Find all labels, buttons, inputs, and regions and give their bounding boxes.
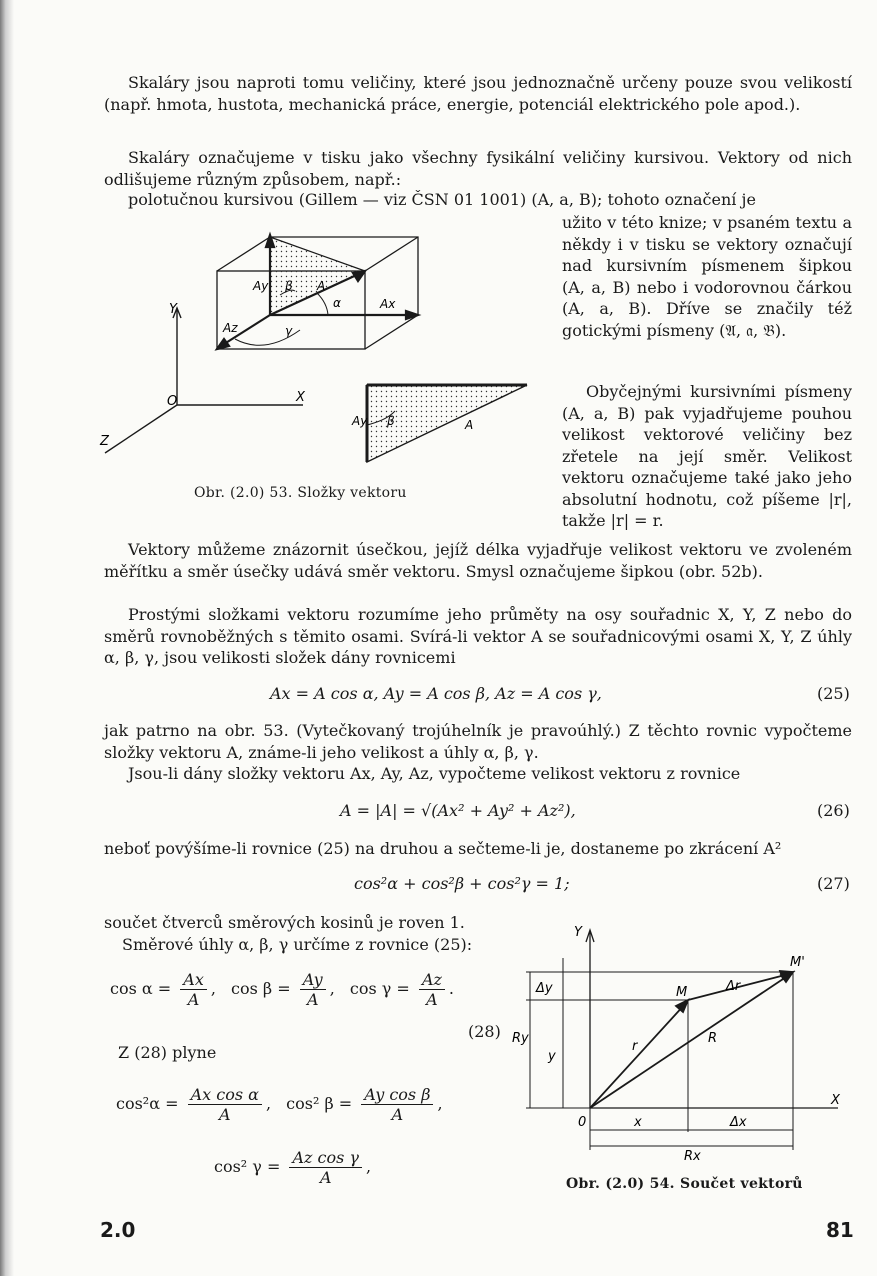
fig54-label-m2: M': [790, 955, 805, 970]
equation-27: cos²α + cos²β + cos²γ = 1;: [354, 874, 570, 893]
figure-53-caption: Obr. (2.0) 53. Složky vektoru: [194, 485, 407, 501]
eq28-num-ay: Ay: [300, 970, 326, 990]
figure-54-caption: Obr. (2.0) 54. Součet vektorů: [566, 1176, 803, 1192]
fig54-label-y: Y: [574, 925, 582, 940]
eq29-cos-gamma-label: cos² γ =: [214, 1157, 281, 1176]
paragraph-notation: Skaláry označujeme v tisku jako všechny fysikální veličiny kursivou. Vektory od nich odlišujeme různým způsobem, např.:: [104, 148, 852, 189]
right-column-text-2: Obyčejnými kursivními písmeny (A, a, B) pak vyjadřujeme pouhou velikost vektorové veličiny bez zřetele na její směr. Velikost vektoru označujeme také jako jeho absolutní hodnotu, což píšeme |r|, takže |r| = r.: [562, 382, 852, 530]
eq28-cos-alpha-label: cos α =: [110, 979, 172, 998]
fig53-detail-ay: Ay: [352, 414, 368, 428]
paragraph-z28: Z (28) plyne: [118, 1043, 217, 1062]
eq28-num-az: Az: [419, 970, 445, 990]
equation-26-number: (26): [817, 801, 850, 820]
paragraph-obr53: jak patrno na obr. 53. (Vytečkovaný trojúhelník je pravoúhlý.) Z těchto rovnic vypočteme složky vektoru A, známe-li jeho velikost a úhly α, β, γ.: [104, 721, 852, 762]
fig54-label-m: M: [676, 985, 688, 1000]
fig54-label-o: 0: [578, 1115, 587, 1130]
paragraph-bold-italic: polotučnou kursivou (Gillem — viz ČSN 01 1001) (A, a, B); tohoto označení je: [128, 190, 756, 209]
fig53-label-ay: Ay: [253, 279, 269, 293]
equation-27-number: (27): [817, 874, 850, 893]
paragraph-direction-angles: Směrové úhly α, β, γ určíme z rovnice (25):: [122, 935, 473, 954]
fig54-label-R: R: [708, 1031, 718, 1046]
eq28-num-ax: Ax: [180, 970, 207, 990]
eq29-den-3: A: [319, 1168, 332, 1187]
fig53-label-z: Z: [100, 434, 109, 449]
paragraph-given-components: Jsou-li dány složky vektoru Ax, Ay, Az, vypočteme velikost vektoru z rovnice: [128, 764, 741, 783]
fig54-label-yl: y: [548, 1049, 556, 1064]
fig53-label-ax: Ax: [380, 297, 396, 311]
eq29-num-3: Az cos γ: [289, 1148, 362, 1168]
paragraph-representation: Vektory můžeme znázornit úsečkou, jejíž délka vyjadřuje velikost vektoru ve zvoleném měřítku a směr úsečky udává směr vektoru. Smysl označujeme šipkou (obr. 52b).: [104, 540, 852, 581]
fig54-label-dy: Δy: [536, 981, 553, 996]
fig54-label-dx: Δx: [730, 1115, 747, 1130]
axes: [105, 308, 303, 453]
equation-29b: cos² γ = $\frac{\text{Az cos γ}}{A}$ ,: [214, 1148, 372, 1187]
equation-26: A = |A| = √(Ax² + Ay² + Az²),: [340, 801, 576, 820]
fig54-vectors: [590, 971, 793, 1108]
equation-28-number: (28): [468, 1022, 501, 1041]
fig54-label-r: r: [632, 1039, 638, 1054]
figure-54-vector-sum: [508, 920, 853, 1168]
fig53-label-az: Az: [223, 321, 238, 335]
footer-section-number: 2.0: [100, 1218, 136, 1242]
paragraph-scalars: Skaláry jsou naproti tomu veličiny, které jsou jednoznačně určeny pouze svou velikostí (např. hmota, hustota, mechanická práce, energie, potenciál elektrického pole apod.).: [104, 73, 852, 114]
eq29-cos-beta-label: cos² β =: [286, 1094, 353, 1113]
fig53-label-a: A: [317, 279, 326, 293]
eq28-cos-beta-label: cos β =: [231, 979, 291, 998]
right-column-text-1: užito v této knize; v psaném textu a někdy i v tisku se vektory označují nad kursivním písmenem šipkou (A, a, B) nebo i vodorovnou čárkou (A, a, B). Dříve se značily též gotickými písmeny (𝔄, 𝔞, 𝔅).: [562, 213, 852, 340]
page-number: 81: [826, 1218, 854, 1242]
eq28-cos-gamma-label: cos γ =: [349, 979, 410, 998]
eq29-num-2: Ay cos β: [361, 1085, 433, 1105]
fig53-label-alpha: α: [333, 296, 341, 310]
eq28-den-2: A: [306, 990, 319, 1009]
fig53-detail-beta: β: [387, 414, 395, 428]
fig54-label-dr: Δr: [726, 979, 741, 994]
fig54-label-ry: Ry: [512, 1031, 529, 1046]
eq29-den-2: A: [391, 1105, 404, 1124]
paragraph-direction-cosines: součet čtverců směrových kosinů je roven 1.: [104, 913, 465, 932]
fig54-label-x: X: [831, 1093, 840, 1108]
equation-29a: cos²α = $\frac{\text{Ax cos α}}{A}$ , cos² β = $\frac{\text{Ay cos β}}{A}$ ,: [116, 1085, 443, 1124]
eq28-den-3: A: [426, 990, 438, 1009]
paragraph-components: Prostými složkami vektoru rozumíme jeho průměty na osy souřadnic X, Y, Z nebo do směrů rovnoběžných s těmito osami. Svírá-li vektor A se souřadnicovými osami X, Y, Z úhly α, β, γ, jsou velikosti složek dány rovnicemi: [104, 605, 852, 667]
eq28-den-1: A: [187, 990, 200, 1009]
eq29-cos-alpha-label: cos²α =: [116, 1094, 179, 1113]
paragraph-squared: neboť povýšíme-li rovnice (25) na druhou a sečteme-li je, dostaneme po zkrácení A²: [104, 839, 782, 858]
fig53-detail-a: A: [465, 418, 474, 432]
fig53-label-y: Y: [169, 302, 177, 317]
fig54-guides: [526, 958, 793, 1150]
fig53-label-o: O: [167, 394, 178, 409]
book-spine-shadow: [0, 0, 14, 1276]
fig53-label-x: X: [296, 390, 305, 405]
fig53-label-gamma: γ: [285, 324, 293, 338]
equation-28: cos α = $\frac{Ax}{A}$ , cos β = $\frac{Ay}{A}$ , cos γ = $\frac{Az}{A}$ .: [110, 970, 455, 1009]
figure-53-vector-components: [95, 215, 545, 470]
fig54-label-xl: x: [634, 1115, 642, 1130]
equation-25: Ax = A cos α, Ay = A cos β, Az = A cos γ,: [270, 684, 602, 703]
fig53-label-beta: β: [285, 279, 293, 293]
dotted-triangle-box: [270, 237, 365, 315]
equation-25-number: (25): [817, 684, 850, 703]
eq29-num-1: Ax cos α: [188, 1085, 262, 1105]
fig54-label-rx: Rx: [684, 1149, 701, 1164]
eq29-den-1: A: [219, 1105, 231, 1124]
